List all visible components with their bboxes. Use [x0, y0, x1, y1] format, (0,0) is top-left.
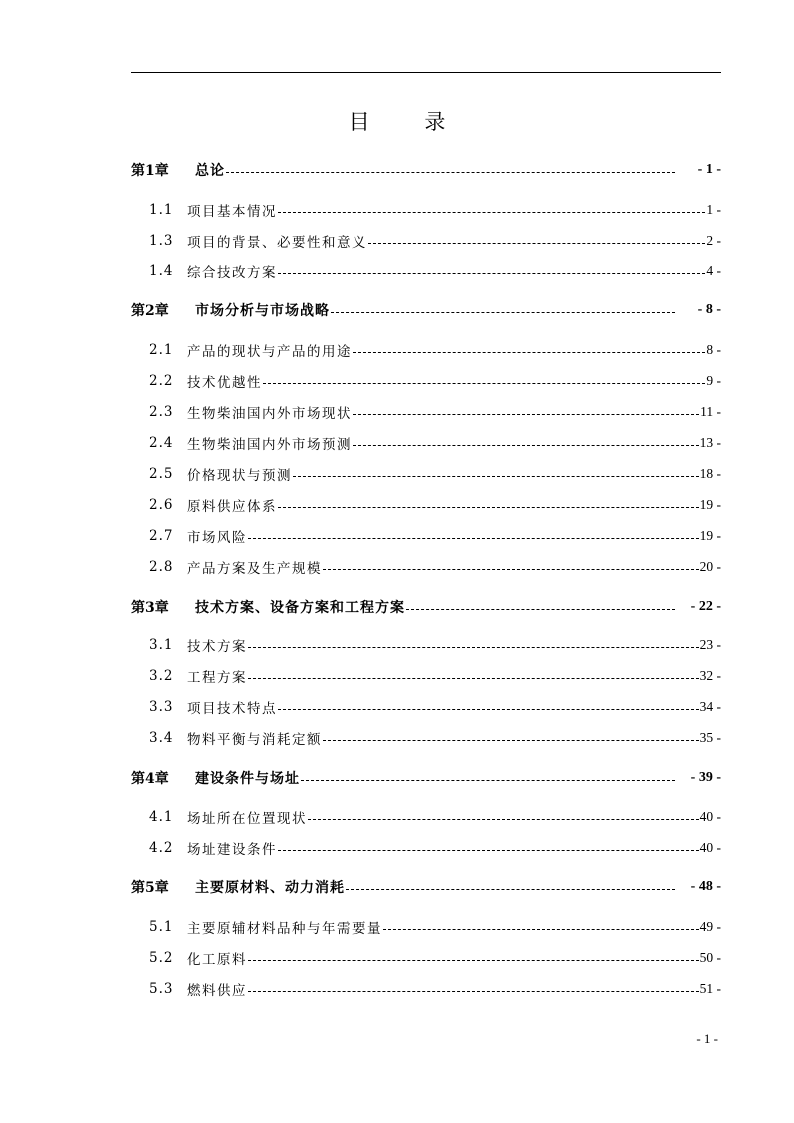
toc-section-entry[interactable]: [131, 340, 721, 360]
dot-leader: [331, 311, 675, 313]
entry-number: 4.1: [149, 809, 174, 825]
entry-title: 场址建设条件: [187, 842, 277, 858]
dot-leader: [353, 413, 699, 415]
entry-title: 价格现状与预测: [187, 468, 292, 484]
entry-page-number: 20 -: [699, 559, 721, 574]
entry-title: 产品方案及生产规模: [187, 561, 322, 577]
entry-title: 技术方案、设备方案和工程方案: [195, 600, 405, 616]
entry-page-number: 32 -: [699, 668, 721, 683]
entry-number: 第3章: [131, 600, 169, 616]
entry-page-number: 8 -: [706, 342, 721, 357]
entry-title: 生物柴油国内外市场现状: [187, 406, 352, 422]
toc-chapter-entry[interactable]: [131, 597, 721, 617]
toc-section-entry[interactable]: [131, 261, 721, 281]
toc-section-entry[interactable]: [131, 495, 721, 515]
entry-number: 2.8: [149, 559, 174, 575]
entry-number: 2.1: [149, 342, 174, 358]
entry-title: 主要原辅材料品种与年需要量: [187, 921, 382, 937]
footer-page-number: - 1 -: [696, 1031, 718, 1046]
entry-page-number: 13 -: [699, 435, 721, 450]
dot-leader: [278, 506, 699, 508]
toc-section-entry[interactable]: [131, 231, 721, 251]
entry-page-number: 50 -: [699, 950, 721, 965]
dot-leader: [278, 272, 705, 274]
dot-leader: [248, 990, 699, 992]
entry-number: 5.3: [149, 981, 174, 997]
toc-chapter-entry[interactable]: [131, 768, 721, 788]
dot-leader: [293, 475, 699, 477]
dot-leader: [278, 211, 705, 213]
entry-number: 3.1: [149, 637, 174, 653]
dot-leader: [353, 444, 699, 446]
entry-page-number: 35 -: [699, 730, 721, 745]
entry-title: 项目技术特点: [187, 701, 277, 717]
entry-title: 综合技改方案: [187, 265, 277, 281]
dot-leader: [308, 818, 699, 820]
toc-section-entry[interactable]: [131, 635, 721, 655]
toc-section-entry[interactable]: [131, 728, 721, 748]
entry-title: 建设条件与场址: [195, 771, 300, 787]
dot-leader: [406, 608, 675, 610]
entry-page-number: - 39 -: [690, 770, 721, 785]
toc-section-entry[interactable]: [131, 917, 721, 937]
toc-section-entry[interactable]: [131, 697, 721, 717]
entry-number: 第2章: [131, 303, 169, 319]
entry-title: 市场分析与市场战略: [195, 303, 330, 319]
dot-leader: [368, 242, 705, 244]
toc-section-entry[interactable]: [131, 838, 721, 858]
entry-number: 1.3: [149, 233, 174, 249]
entry-number: 2.7: [149, 528, 174, 544]
entry-page-number: 40 -: [699, 809, 721, 824]
header-rule: [131, 72, 721, 73]
entry-title: 工程方案: [187, 670, 247, 686]
dot-leader: [383, 928, 699, 930]
toc-chapter-entry[interactable]: [131, 877, 721, 897]
entry-title: 项目的背景、必要性和意义: [187, 235, 367, 251]
entry-number: 3.2: [149, 668, 174, 684]
dot-leader: [323, 568, 699, 570]
toc-section-entry[interactable]: [131, 807, 721, 827]
entry-number: 1.1: [149, 202, 174, 218]
entry-page-number: - 48 -: [690, 879, 721, 894]
toc-section-entry[interactable]: [131, 948, 721, 968]
entry-page-number: 2 -: [706, 233, 721, 248]
entry-number: 2.5: [149, 466, 174, 482]
entry-number: 2.6: [149, 497, 174, 513]
toc-section-entry[interactable]: [131, 979, 721, 999]
toc-chapter-entry[interactable]: [131, 300, 721, 320]
toc-section-entry[interactable]: [131, 464, 721, 484]
toc-section-entry[interactable]: [131, 402, 721, 422]
entry-number: 4.2: [149, 840, 174, 856]
entry-number: 第4章: [131, 771, 169, 787]
toc-section-entry[interactable]: [131, 666, 721, 686]
dot-leader: [248, 646, 699, 648]
dot-leader: [248, 677, 699, 679]
entry-number: 第1章: [131, 163, 169, 179]
dot-leader: [323, 739, 699, 741]
dot-leader: [248, 537, 699, 539]
entry-number: 5.1: [149, 919, 174, 935]
entry-page-number: 23 -: [699, 637, 721, 652]
entry-page-number: - 22 -: [690, 599, 721, 614]
entry-page-number: 19 -: [699, 528, 721, 543]
entry-page-number: 18 -: [699, 466, 721, 481]
toc-section-entry[interactable]: [131, 371, 721, 391]
dot-leader: [248, 959, 699, 961]
toc-section-entry[interactable]: [131, 433, 721, 453]
entry-page-number: 40 -: [699, 840, 721, 855]
dot-leader: [301, 779, 675, 781]
entry-number: 3.4: [149, 730, 174, 746]
entry-page-number: - 8 -: [697, 302, 721, 317]
entry-page-number: 19 -: [699, 497, 721, 512]
entry-number: 2.3: [149, 404, 174, 420]
dot-leader: [346, 888, 675, 890]
toc-section-entry[interactable]: [131, 200, 721, 220]
entry-title: 生物柴油国内外市场预测: [187, 437, 352, 453]
entry-title: 主要原材料、动力消耗: [195, 880, 345, 896]
entry-number: 1.4: [149, 263, 174, 279]
entry-page-number: 1 -: [706, 202, 721, 217]
entry-title: 产品的现状与产品的用途: [187, 344, 352, 360]
toc-section-entry[interactable]: [131, 526, 721, 546]
entry-page-number: 51 -: [699, 981, 721, 996]
dot-leader: [226, 171, 675, 173]
entry-page-number: 49 -: [699, 919, 721, 934]
entry-page-number: 34 -: [699, 699, 721, 714]
entry-title: 化工原料: [187, 952, 247, 968]
entry-number: 第5章: [131, 880, 169, 896]
dot-leader: [263, 382, 705, 384]
entry-page-number: 9 -: [706, 373, 721, 388]
dot-leader: [278, 849, 699, 851]
entry-title: 燃料供应: [187, 983, 247, 999]
entry-number: 5.2: [149, 950, 174, 966]
toc-section-entry[interactable]: [131, 557, 721, 577]
entry-page-number: 11 -: [700, 404, 721, 419]
entry-title: 原料供应体系: [187, 499, 277, 515]
entry-title: 总论: [195, 163, 225, 179]
entry-number: 2.2: [149, 373, 174, 389]
toc-title: 目 录: [348, 110, 470, 134]
entry-title: 项目基本情况: [187, 204, 277, 220]
entry-title: 物料平衡与消耗定额: [187, 732, 322, 748]
entry-title: 市场风险: [187, 530, 247, 546]
entry-page-number: - 1 -: [697, 162, 721, 177]
dot-leader: [278, 708, 699, 710]
toc-chapter-entry[interactable]: [131, 160, 721, 180]
entry-page-number: 4 -: [706, 263, 721, 278]
entry-title: 技术方案: [187, 639, 247, 655]
entry-title: 技术优越性: [187, 375, 262, 391]
entry-number: 3.3: [149, 699, 174, 715]
entry-number: 2.4: [149, 435, 174, 451]
dot-leader: [353, 351, 705, 353]
entry-title: 场址所在位置现状: [187, 811, 307, 827]
